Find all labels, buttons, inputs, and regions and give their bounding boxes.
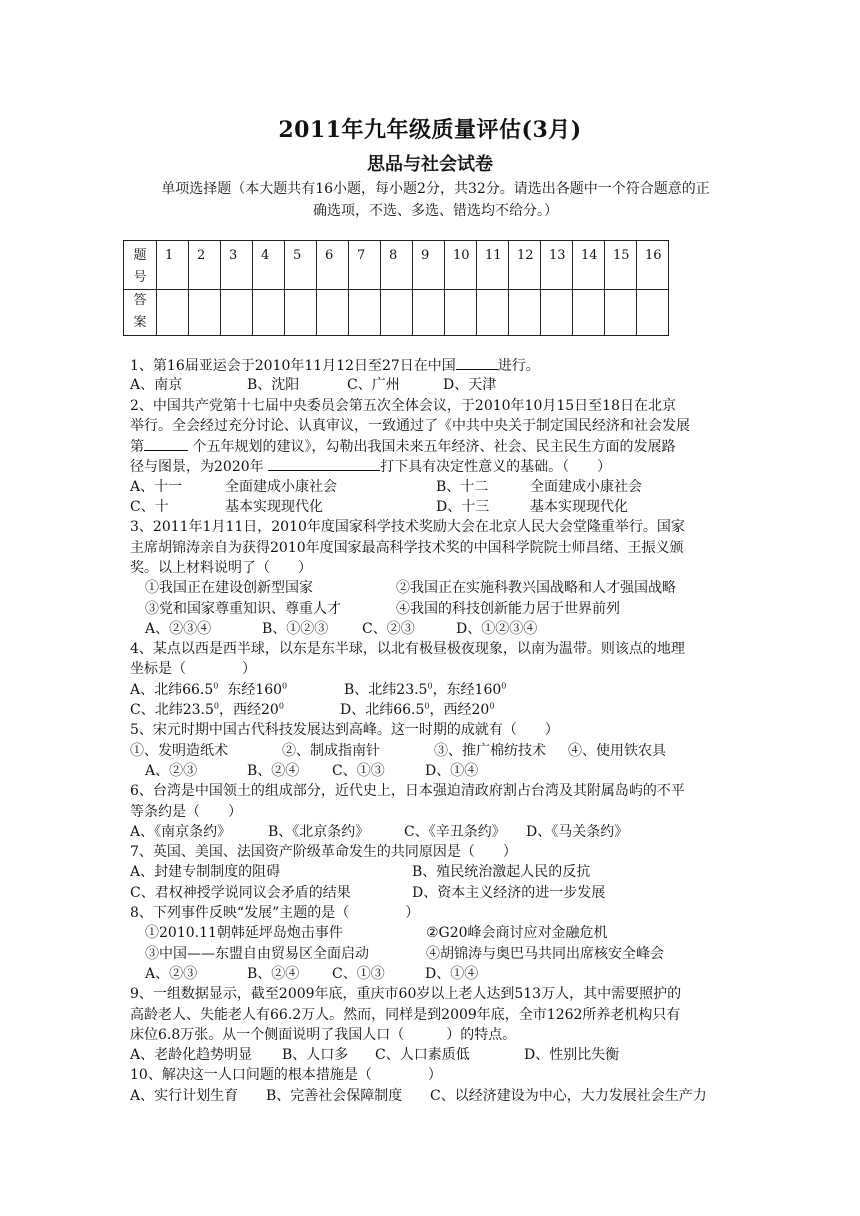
option-a: A、十一	[130, 478, 183, 495]
question-3-options	[130, 619, 750, 639]
row-label-char: 答	[133, 293, 147, 308]
fill-blank	[144, 436, 188, 451]
question-2-line	[130, 456, 750, 476]
question-7-line: 7、英国、美国、法国资产阶级革命发生的共同原因是（ ）	[130, 844, 517, 861]
option-b-detail: 全面建成小康社会	[530, 478, 642, 495]
question-8-statements	[130, 944, 750, 964]
option-c: C、①③	[332, 762, 385, 779]
option-a: A、南京	[130, 377, 183, 394]
question-number-cell: 3	[221, 241, 253, 290]
question-number-cell: 1	[157, 241, 189, 290]
answer-table-number-row	[124, 241, 669, 290]
statement-4: ④我国的科技创新能力居于世界前列	[396, 600, 620, 617]
question-2-line: 2、中国共产党第十七届中央委员会第五次全体会议，于2010年10月15日至18日在北京	[130, 397, 676, 414]
instructions-line-1: 单项选择题（本大题共有16小题，每小题2分，共32分。请选出各题中一个符合题意的正	[161, 181, 710, 197]
question-4-options	[130, 700, 750, 720]
option-a: A、②③	[145, 762, 198, 779]
option-a: A、②③④	[145, 620, 212, 637]
row-label-char: 号	[133, 270, 147, 285]
degree-mark: 0	[282, 681, 288, 691]
answer-cell[interactable]	[253, 290, 285, 336]
option-d-detail: 基本实现现代化	[530, 499, 628, 516]
option-b: B、②④	[247, 762, 300, 779]
option-c: C、人口素质低	[375, 1047, 470, 1064]
answer-cell[interactable]	[285, 290, 317, 336]
option-a-detail: 全面建成小康社会	[225, 478, 337, 495]
statement-1: ①、发明造纸术	[130, 742, 228, 759]
question-3-statements	[130, 599, 750, 619]
answer-cell[interactable]	[157, 290, 189, 336]
statement-2: ②我国正在实施科教兴国战略和人才强国战略	[396, 580, 676, 597]
answer-table	[123, 240, 669, 336]
row-label-char: 案	[133, 315, 147, 330]
option-b: B、人口多	[282, 1047, 349, 1064]
question-9-options	[130, 1045, 750, 1065]
statement-4: ④胡锦涛与奥巴马共同出席核安全峰会	[426, 945, 664, 962]
question-2-line	[130, 436, 750, 456]
option-d: D、资本主义经济的进一步发展	[412, 884, 606, 901]
question-number-cell: 15	[605, 241, 637, 290]
question-number-cell: 11	[477, 241, 509, 290]
option-c: C、②③	[362, 620, 415, 637]
statement-3: ③党和国家尊重知识、尊重人才	[145, 600, 341, 617]
option-a-detail: 东经160	[227, 681, 283, 698]
option-a: A、实行计划生育	[130, 1087, 239, 1104]
question-number-cell: 16	[637, 241, 669, 290]
question-text: 第	[130, 439, 144, 456]
question-10-line: 10、解决这一人口问题的根本措施是（ ）	[130, 1067, 442, 1084]
question-8-statements	[130, 923, 750, 943]
question-number-cell: 14	[573, 241, 605, 290]
question-number-cell: 5	[285, 241, 317, 290]
option-a: A、老龄化趋势明显	[130, 1047, 253, 1064]
option-a: A、《南京条约》	[130, 823, 232, 840]
question-number-cell: 2	[189, 241, 221, 290]
answer-cell[interactable]	[189, 290, 221, 336]
question-3-statements	[130, 578, 750, 598]
exam-subtitle: 思品与社会试卷	[367, 154, 493, 175]
question-number-cell: 4	[253, 241, 285, 290]
fill-blank	[456, 355, 498, 370]
option-b: B、①②③	[262, 620, 329, 637]
question-9-line: 高龄老人、失能老人有66.2万人。然而，同样是到2009年底，全市1262所养老机构只有	[130, 1006, 681, 1023]
question-2-options	[130, 497, 750, 517]
degree-mark: 0	[489, 701, 495, 711]
option-d: D、北纬66.5	[340, 702, 425, 719]
answer-table-row-label	[124, 290, 157, 336]
option-b: B、②④	[247, 965, 300, 982]
option-a: A、北纬66.5	[130, 681, 214, 698]
question-text: 径与图景，为2020年	[130, 459, 264, 476]
question-7-options	[130, 883, 750, 903]
option-c: C、北纬23.5	[130, 702, 214, 719]
statement-3: ③、推广棉纺技术	[434, 742, 546, 759]
degree-mark: 0	[278, 701, 284, 711]
option-a: A、封建专制制度的阻碍	[130, 864, 281, 881]
question-2-options	[130, 477, 750, 497]
answer-cell[interactable]	[349, 290, 381, 336]
question-3-line: 3、2011年1月11日，2010年度国家科学技术奖励大会在北京人民大会堂隆重举行。国家	[130, 519, 685, 536]
option-b: B、殖民统治激起人民的反抗	[412, 864, 591, 881]
option-b: B、沈阳	[247, 377, 300, 394]
degree-mark: 0	[427, 681, 433, 691]
answer-table-answer-row	[124, 290, 669, 336]
option-c-detail: 基本实现现代化	[225, 499, 323, 516]
option-d-detail: ，西经20	[429, 702, 490, 719]
question-9-line: 床位6.8万张。从一个侧面说明了我国人口（ ）的特点。	[130, 1026, 517, 1043]
option-c: C、广州	[347, 377, 400, 394]
statement-4: ④、使用铁农具	[568, 742, 666, 759]
answer-cell[interactable]	[413, 290, 445, 336]
statement-3: ③中国——东盟自由贸易区全面启动	[145, 945, 369, 962]
answer-cell[interactable]	[445, 290, 477, 336]
statement-1: ①我国正在建设创新型国家	[145, 580, 313, 597]
option-a: A、②③	[145, 965, 198, 982]
question-text: 进行。	[497, 358, 540, 374]
question-text: 个五年规划的建议》，勾勒出我国未来五年经济、社会、民主民生方面的发展路	[192, 439, 676, 456]
option-d: D、《马关条约》	[526, 823, 629, 840]
statement-1: ①2010.11朝韩延坪岛炮击事件	[145, 925, 343, 942]
question-9-line: 9、一组数据显示，截至2009年底，重庆市60岁以上老人达到513万人，其中需要照护的	[130, 986, 682, 1003]
option-c: C、《辛丑条约》	[404, 823, 506, 840]
exam-title: 2011年九年级质量评估(3月)	[278, 117, 582, 143]
answer-cell[interactable]	[381, 290, 413, 336]
question-6-options	[130, 822, 750, 842]
question-7-options	[130, 862, 750, 882]
option-b: B、十二	[436, 478, 489, 495]
option-b-detail: ，东经160	[432, 681, 502, 698]
question-3-line: 主席胡锦涛亲自为获得2010年度国家最高科学技术奖的中国科学院院士师昌绪、王振义颁	[130, 539, 684, 556]
answer-cell[interactable]	[317, 290, 349, 336]
degree-mark: 0	[213, 681, 219, 691]
answer-cell[interactable]	[477, 290, 509, 336]
question-number-cell: 8	[381, 241, 413, 290]
question-8-line: 8、下列事件反映“发展”主题的是（ ）	[130, 905, 420, 922]
option-d: D、性别比失衡	[524, 1047, 620, 1064]
question-number-cell: 6	[317, 241, 349, 290]
question-2-line: 举行。全会经过充分讨论、认真审议，一致通过了《中共中央关于制定国民经济和社会发展	[130, 417, 690, 434]
row-label-char: 题	[133, 248, 147, 263]
answer-cell[interactable]	[637, 290, 669, 336]
degree-mark: 0	[424, 701, 430, 711]
option-c: C、君权神授学说同议会矛盾的结果	[130, 884, 351, 901]
statement-2: ②、制成指南针	[282, 742, 380, 759]
option-d: D、①④	[425, 965, 479, 982]
question-4-options	[130, 680, 750, 700]
question-1-options	[130, 375, 750, 395]
question-6-line: 等条约是（ ）	[130, 803, 242, 820]
option-c: C、①③	[332, 965, 385, 982]
question-4-line: 4、某点以西是西半球，以东是东半球，以北有极昼极夜现象，以南为温带。则该点的地理	[130, 641, 685, 658]
answer-cell[interactable]	[605, 290, 637, 336]
question-5-statements	[130, 741, 750, 761]
question-5-options	[130, 761, 750, 781]
question-number-cell: 9	[413, 241, 445, 290]
answer-cell[interactable]	[509, 290, 541, 336]
section-instructions	[128, 178, 743, 222]
option-d: D、①②③④	[456, 620, 538, 637]
option-b: B、《北京条约》	[268, 823, 370, 840]
question-10-options	[130, 1086, 750, 1106]
option-d: D、十三	[436, 499, 490, 516]
question-number-cell: 7	[349, 241, 381, 290]
option-c: C、以经济建设为中心，大力发展社会生产力	[430, 1087, 707, 1104]
question-number-cell: 10	[445, 241, 477, 290]
answer-cell[interactable]	[541, 290, 573, 336]
degree-mark: 0	[501, 681, 507, 691]
option-d: D、①④	[425, 762, 479, 779]
degree-mark: 0	[213, 701, 219, 711]
option-c-detail: ，西经20	[218, 702, 279, 719]
question-text: 1、第16届亚运会于2010年11月12日至27日在中国	[130, 358, 456, 374]
question-3-line: 奖。以上材料说明了（ ）	[130, 559, 312, 576]
question-list	[130, 355, 750, 1106]
answer-cell[interactable]	[221, 290, 253, 336]
answer-cell[interactable]	[573, 290, 605, 336]
option-b: B、北纬23.5	[344, 681, 428, 698]
fill-blank	[268, 456, 380, 471]
question-6-line: 6、台湾是中国领土的组成部分，近代史上，日本强迫清政府割占台湾及其附属岛屿的不平	[130, 783, 685, 800]
answer-table-row-label	[124, 241, 157, 290]
question-number-cell: 12	[509, 241, 541, 290]
question-1-stem	[130, 355, 750, 375]
question-5-line: 5、宋元时期中国古代科技发展达到高峰。这一时期的成就有（ ）	[130, 722, 559, 739]
option-c: C、十	[130, 499, 169, 516]
option-b: B、完善社会保障制度	[266, 1087, 403, 1104]
question-8-options	[130, 964, 750, 984]
question-4-line: 坐标是（ ）	[130, 661, 256, 678]
instructions-line-2: 确选项，不选、多选、错选均不给分。）	[313, 203, 558, 219]
option-d: D、天津	[443, 377, 497, 394]
statement-2: ②G20峰会商讨应对金融危机	[426, 925, 608, 942]
question-text: 打下具有决定性意义的基础。（ ）	[380, 459, 612, 476]
question-number-cell: 13	[541, 241, 573, 290]
